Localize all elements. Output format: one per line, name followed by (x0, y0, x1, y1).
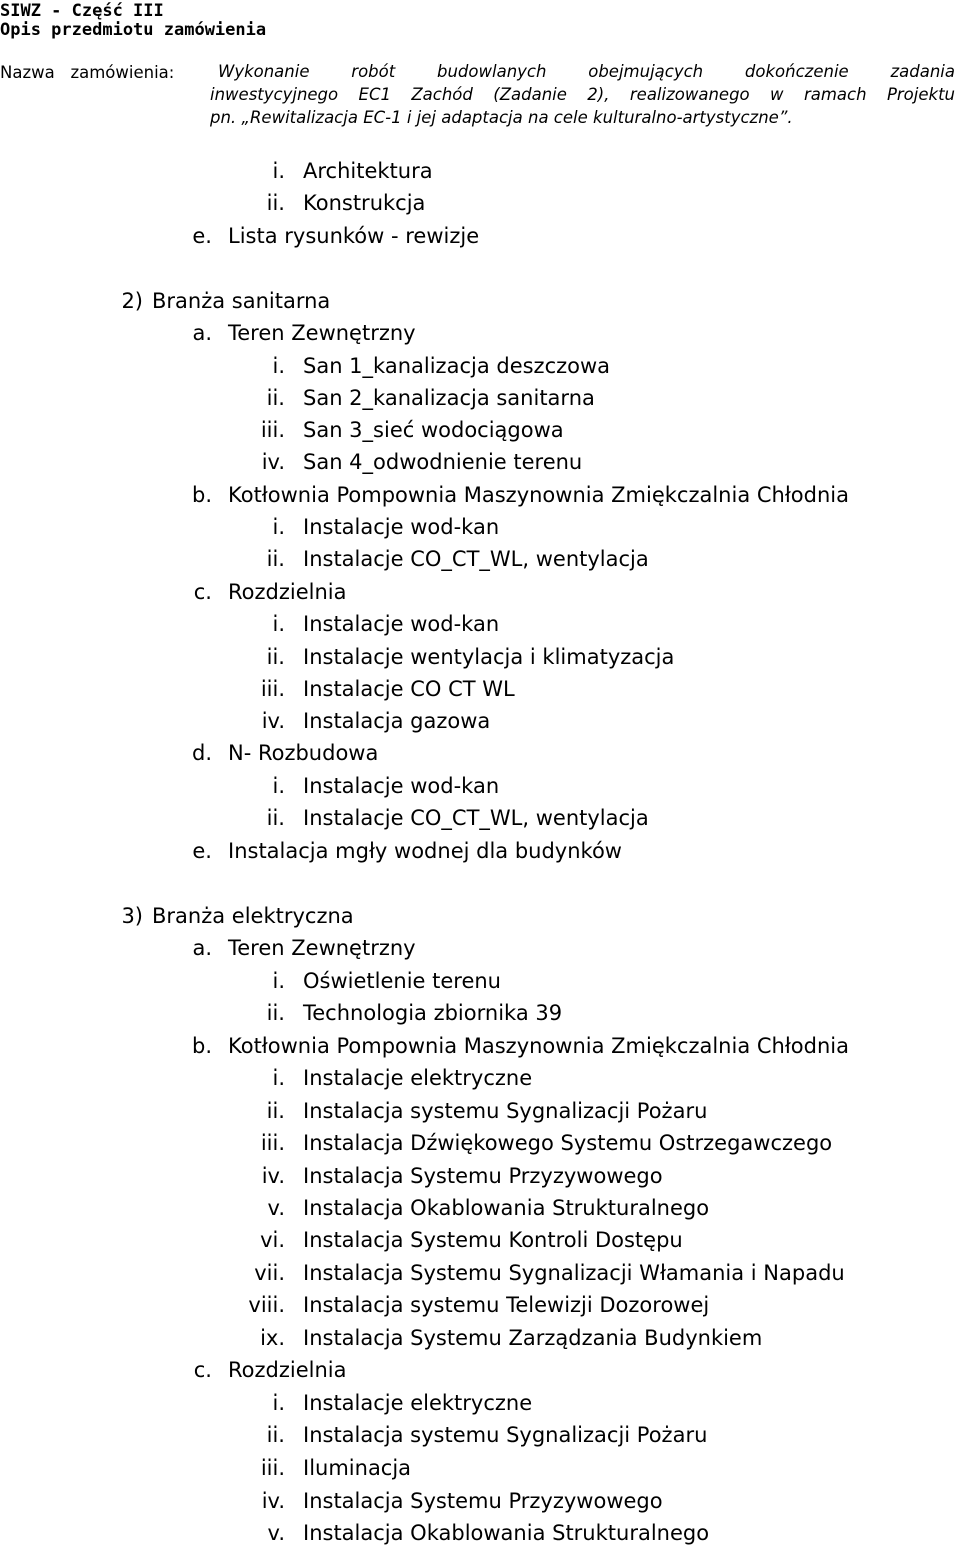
outline-marker: ii. (266, 645, 285, 669)
outline-text: Instalacja Okablowania Strukturalnego (303, 1521, 710, 1545)
outline-item (0, 1518, 960, 1548)
outline-marker: i. (272, 1391, 285, 1415)
outline-item (0, 156, 960, 186)
outline-text: Instalacje CO CT WL (303, 677, 515, 701)
outline-item (0, 1031, 960, 1061)
outline-item (0, 188, 960, 218)
outline-item (0, 803, 960, 833)
outline-marker: b. (191, 1034, 212, 1058)
outline-text: Instalacja Okablowania Strukturalnego (303, 1196, 710, 1220)
outline-marker: iii. (260, 677, 285, 701)
outline-item (0, 383, 960, 413)
outline-text: Instalacja Systemu Przyzywowego (303, 1164, 663, 1188)
outline-marker: iv. (261, 1164, 285, 1188)
outline-marker: ii. (266, 386, 285, 410)
outline-marker: iv. (261, 1489, 285, 1513)
outline-text: San 1_kanalizacja deszczowa (303, 354, 611, 378)
outline-text: Instalacja mgły wodnej dla budynków (228, 839, 622, 863)
outline-marker: e. (192, 839, 212, 863)
outline-marker: 3) (121, 904, 143, 928)
outline-marker: i. (272, 159, 285, 183)
outline-marker: iii. (260, 418, 285, 442)
outline-marker: ii. (266, 191, 285, 215)
outline-item (0, 1290, 960, 1320)
order-name-line: Wykonanie robót budowlanych obejmujących dokończenie zadania (218, 62, 955, 81)
outline-item (0, 351, 960, 381)
outline-marker: iii. (260, 1456, 285, 1480)
outline-item (0, 447, 960, 477)
outline-text: San 2_kanalizacja sanitarna (303, 386, 595, 410)
outline-text: Kotłownia Pompownia Maszynownia Zmiękczalnia Chłodnia (228, 483, 849, 507)
outline-item (0, 1161, 960, 1191)
outline-text: San 4_odwodnienie terenu (303, 450, 583, 474)
outline-item (0, 706, 960, 736)
outline-marker: ii. (266, 1423, 285, 1447)
outline-marker: vii. (254, 1261, 285, 1285)
outline-item (0, 512, 960, 542)
outline-text: Instalacje elektryczne (303, 1391, 533, 1415)
outline-text: Teren Zewnętrzny (228, 321, 416, 345)
outline-text: Architektura (303, 159, 433, 183)
outline-marker: i. (272, 612, 285, 636)
outline-item (0, 480, 960, 510)
outline-marker: iii. (260, 1131, 285, 1155)
document-subtitle: Opis przedmiotu zamówienia (0, 20, 267, 40)
outline-text: Lista rysunków - rewizje (228, 224, 480, 248)
outline-text: Instalacje CO_CT_WL, wentylacja (303, 806, 649, 830)
outline-marker: iv. (261, 450, 285, 474)
outline-marker: i. (272, 1066, 285, 1090)
outline-text: Rozdzielnia (228, 580, 347, 604)
outline-text: Iluminacja (303, 1456, 412, 1480)
outline-item (0, 998, 960, 1028)
outline-text: Instalacja systemu Telewizji Dozorowej (303, 1293, 710, 1317)
outline-text: Instalacje CO_CT_WL, wentylacja (303, 547, 649, 571)
outline-text: Instalacja Systemu Kontroli Dostępu (303, 1228, 683, 1252)
outline-item (0, 1096, 960, 1126)
outline-item (0, 1323, 960, 1353)
outline-item (0, 609, 960, 639)
outline-text: Instalacja systemu Sygnalizacji Pożaru (303, 1423, 708, 1447)
outline-item (0, 577, 960, 607)
outline-marker: ii. (266, 806, 285, 830)
outline-text: N- Rozbudowa (228, 741, 379, 765)
outline-item (0, 836, 960, 866)
outline-item (0, 738, 960, 768)
outline-text: Instalacje wentylacja i klimatyzacja (303, 645, 675, 669)
outline-text: Kotłownia Pompownia Maszynownia Zmiękczalnia Chłodnia (228, 1034, 849, 1058)
outline-text: Teren Zewnętrzny (228, 936, 416, 960)
outline-item (0, 1128, 960, 1158)
outline-text: Branża sanitarna (152, 289, 331, 313)
outline-text: Rozdzielnia (228, 1358, 347, 1382)
outline-marker: 2) (121, 289, 143, 313)
outline-marker: i. (272, 515, 285, 539)
outline-text: Instalacje wod-kan (303, 612, 500, 636)
outline-marker: v. (267, 1521, 285, 1545)
outline-item (0, 1063, 960, 1093)
outline-marker: i. (272, 774, 285, 798)
outline-marker: b. (191, 483, 212, 507)
outline-item (0, 286, 960, 316)
outline-marker: a. (192, 936, 212, 960)
outline-item (0, 415, 960, 445)
outline-text: San 3_sieć wodociągowa (303, 418, 564, 442)
outline-text: Instalacja Systemu Przyzywowego (303, 1489, 663, 1513)
order-name-line: pn. „Rewitalizacja EC-1 i jej adaptacja na cele kulturalno-artystyczne”. (210, 108, 793, 127)
outline-marker: i. (272, 969, 285, 993)
outline-text: Instalacja Systemu Zarządzania Budynkiem (303, 1326, 763, 1350)
outline-text: Instalacje wod-kan (303, 515, 500, 539)
outline-item (0, 966, 960, 996)
outline-text: Instalacja Dźwiękowego Systemu Ostrzegawczego (303, 1131, 833, 1155)
outline-item (0, 674, 960, 704)
outline-marker: i. (272, 354, 285, 378)
outline-text: Technologia zbiornika 39 (303, 1001, 563, 1025)
outline-marker: e. (192, 224, 212, 248)
outline-marker: vi. (260, 1228, 285, 1252)
outline-item (0, 642, 960, 672)
outline-marker: c. (193, 1358, 212, 1382)
order-name-label: Nazwa zamówienia: (0, 63, 175, 82)
outline-marker: v. (267, 1196, 285, 1220)
outline-text: Oświetlenie terenu (303, 969, 501, 993)
outline-item (0, 1486, 960, 1516)
outline-marker: iv. (261, 709, 285, 733)
outline-text: Instalacje wod-kan (303, 774, 500, 798)
document-title: SIWZ - Część III (0, 1, 164, 21)
outline-text: Instalacja gazowa (303, 709, 491, 733)
outline-marker: ii. (266, 547, 285, 571)
outline-item (0, 933, 960, 963)
outline-item (0, 1453, 960, 1483)
outline-marker: c. (193, 580, 212, 604)
outline-text: Branża elektryczna (152, 904, 354, 928)
outline-text: Konstrukcja (303, 191, 426, 215)
outline-marker: a. (192, 321, 212, 345)
outline-text: Instalacja Systemu Sygnalizacji Włamania i Napadu (303, 1261, 845, 1285)
outline-marker: ix. (260, 1326, 285, 1350)
outline-marker: viii. (248, 1293, 285, 1317)
outline-text: Instalacja systemu Sygnalizacji Pożaru (303, 1099, 708, 1123)
outline-item (0, 771, 960, 801)
outline-item (0, 1225, 960, 1255)
outline-item (0, 1388, 960, 1418)
outline-item (0, 1420, 960, 1450)
outline-marker: d. (191, 741, 212, 765)
outline-marker: ii. (266, 1099, 285, 1123)
outline-item (0, 544, 960, 574)
outline-item (0, 318, 960, 348)
outline-item (0, 1258, 960, 1288)
outline-text: Instalacje elektryczne (303, 1066, 533, 1090)
outline-marker: ii. (266, 1001, 285, 1025)
outline-item (0, 1193, 960, 1223)
order-name-line: inwestycyjnego EC1 Zachód (Zadanie 2), realizowanego w ramach Projektu (210, 85, 955, 104)
outline-item (0, 1355, 960, 1385)
outline-item (0, 901, 960, 931)
outline-item (0, 221, 960, 251)
